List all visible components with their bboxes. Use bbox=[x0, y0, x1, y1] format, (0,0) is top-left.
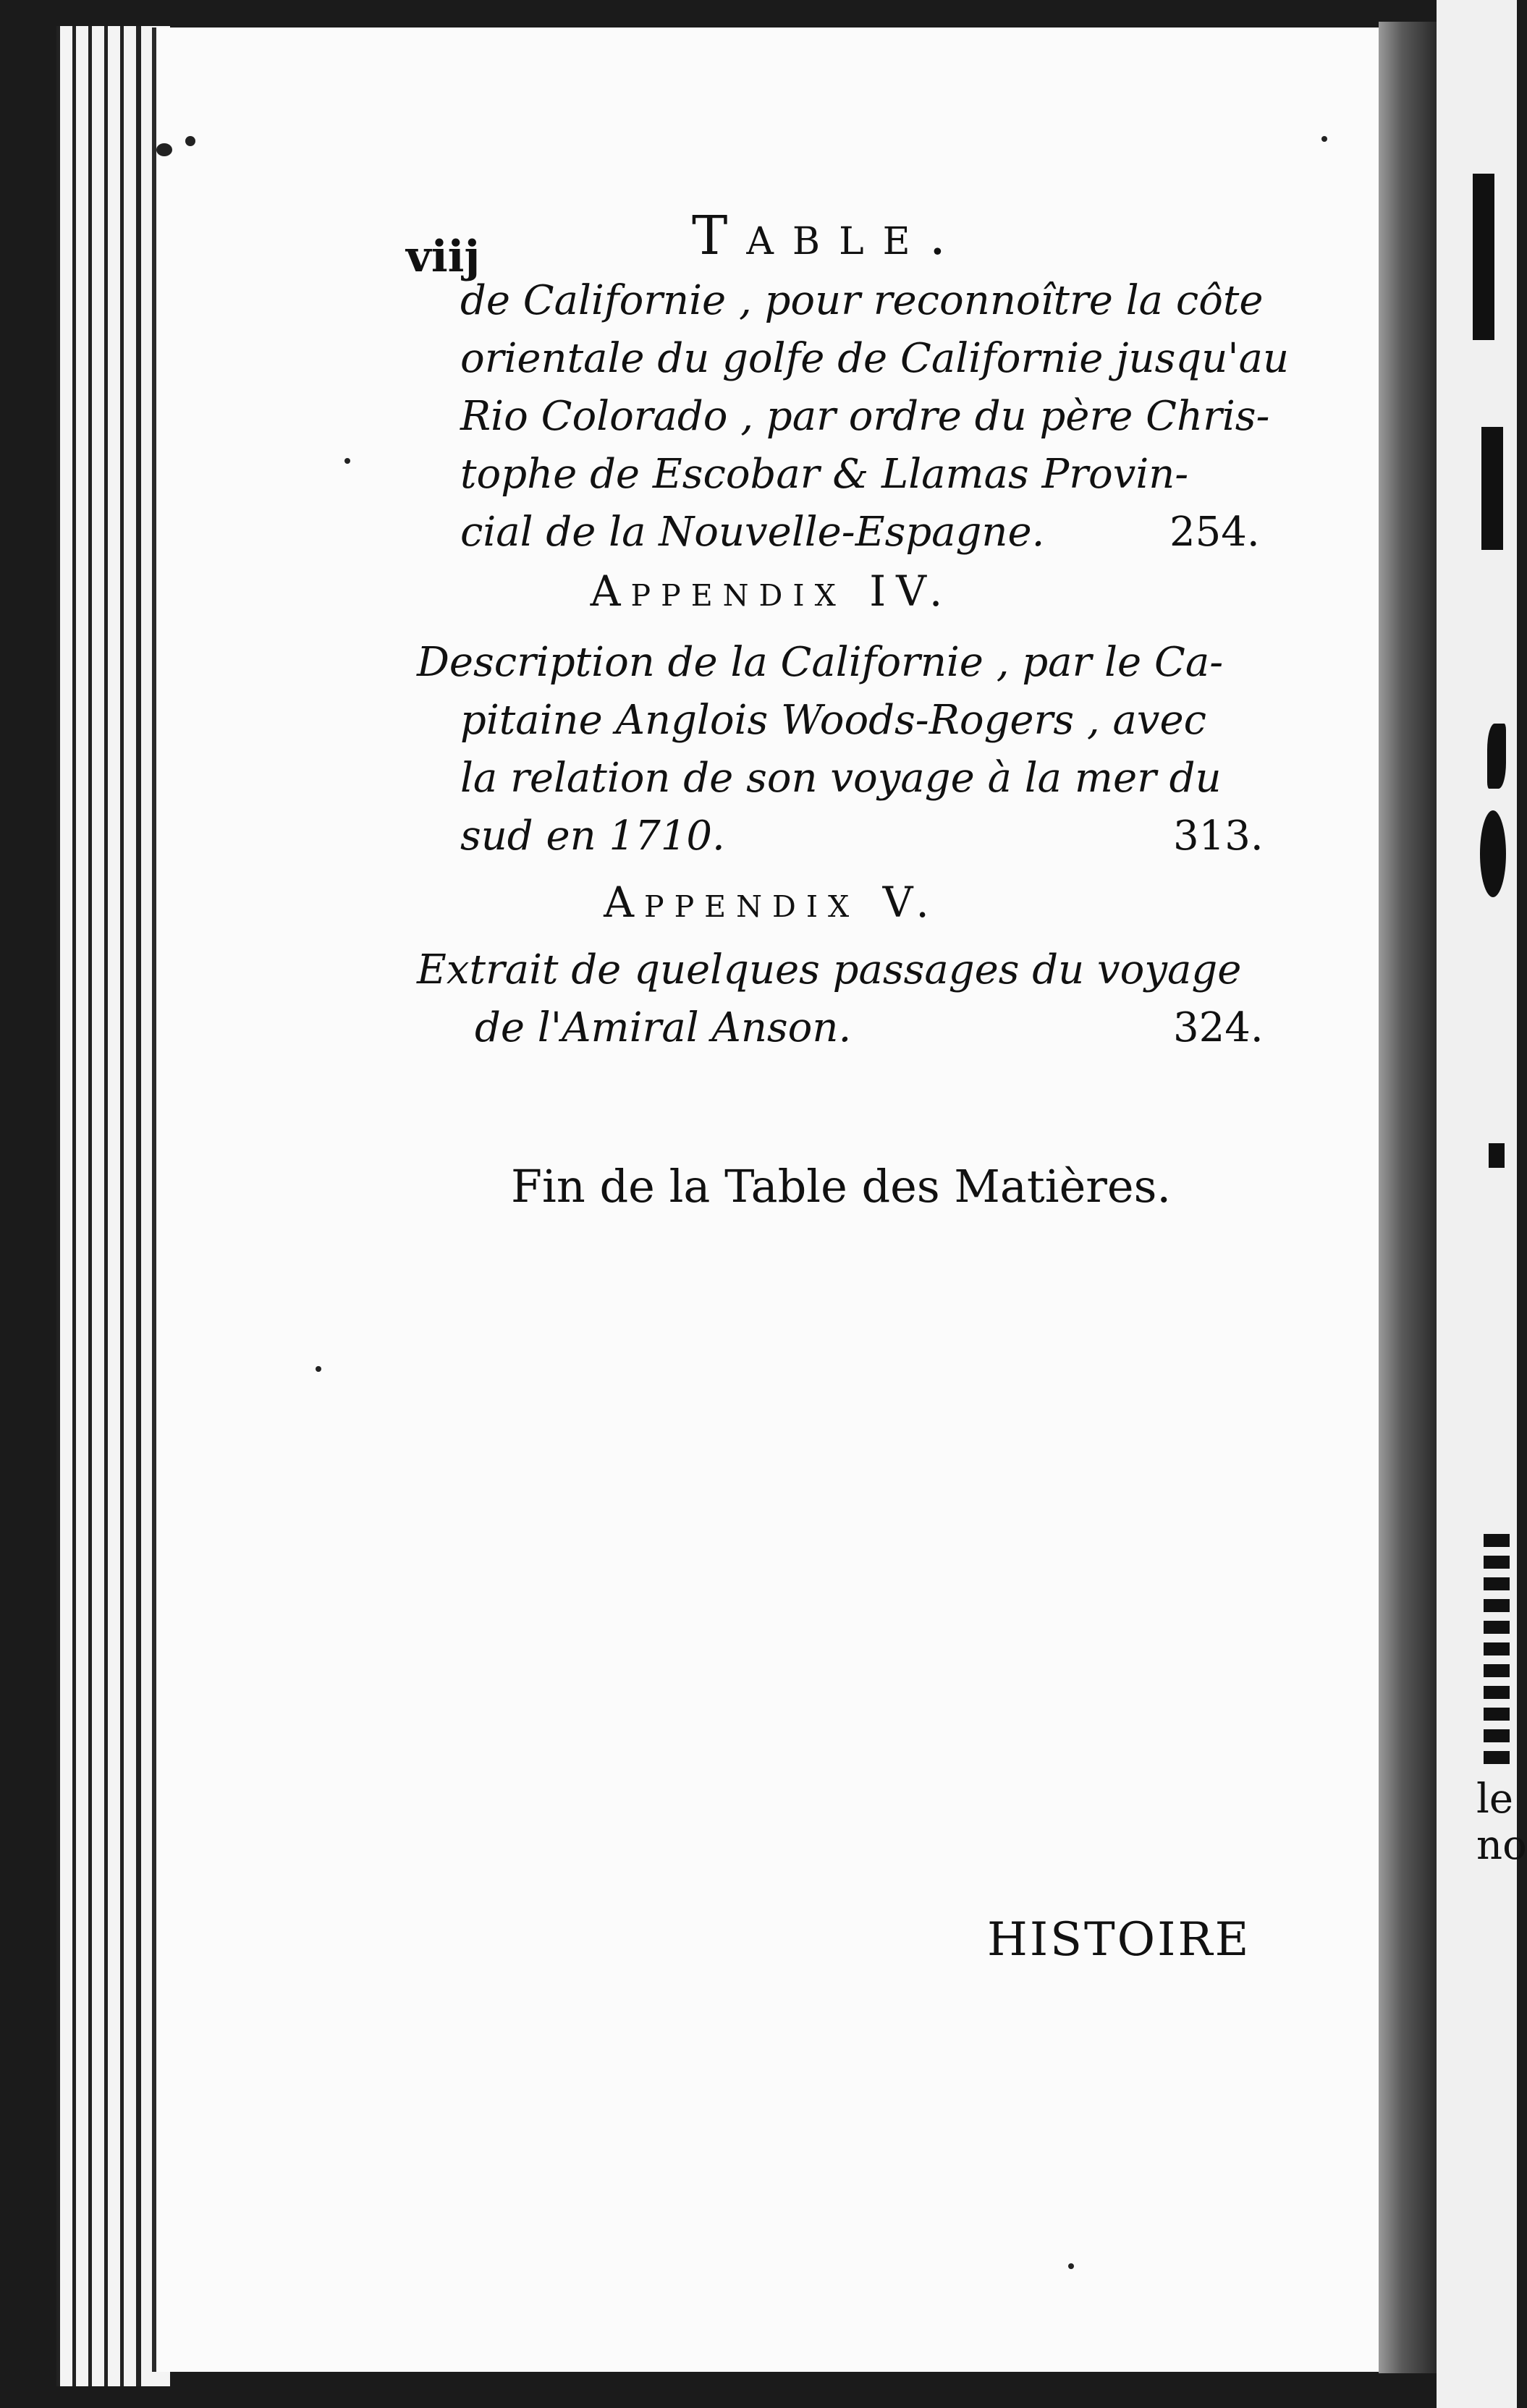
entry-line: tophe de Escobar & Llamas Provin- bbox=[460, 451, 1189, 498]
ink-fragment bbox=[1473, 174, 1494, 340]
folio-number: viij bbox=[406, 232, 481, 282]
entry-line: sud en 1710. bbox=[460, 813, 725, 860]
catchword: HISTOIRE bbox=[987, 1913, 1251, 1967]
entry-line: la relation de son voyage à la mer du bbox=[460, 755, 1222, 802]
section-heading: Appendix IV. bbox=[590, 567, 953, 616]
ink-speck bbox=[344, 458, 350, 464]
facing-page-text: le no bbox=[1476, 1776, 1527, 1869]
section-heading: Appendix V. bbox=[604, 878, 939, 927]
entry-line: Rio Colorado , par ordre du père Chris- bbox=[460, 393, 1270, 440]
facing-page-fragment bbox=[1437, 0, 1527, 2408]
entry-line: pitaine Anglois Woods-Rogers , avec bbox=[460, 697, 1206, 744]
ink-speck bbox=[1321, 136, 1327, 142]
ink-fragment bbox=[1487, 724, 1506, 789]
ink-fragment bbox=[1480, 810, 1506, 897]
page-reference: 254. bbox=[1169, 509, 1260, 556]
ink-fragment bbox=[1489, 1143, 1505, 1168]
entry-line: orientale du golfe de Californie jusqu'au bbox=[460, 335, 1290, 382]
ink-speck bbox=[316, 1366, 321, 1372]
running-title: Table. bbox=[692, 205, 965, 267]
binding-gutter bbox=[1379, 22, 1437, 2373]
page-reference: 313. bbox=[1173, 813, 1264, 860]
book-page bbox=[152, 27, 1387, 2372]
ink-blot bbox=[185, 136, 195, 146]
end-of-table-note: Fin de la Table des Matières. bbox=[511, 1160, 1172, 1213]
page-reference: 324. bbox=[1173, 1004, 1264, 1051]
entry-line: de Californie , pour reconnoître la côte bbox=[460, 277, 1264, 324]
entry-line: cial de la Nouvelle-Espagne. bbox=[460, 509, 1045, 556]
ink-speck bbox=[1068, 2263, 1074, 2269]
ornament-band bbox=[1484, 1534, 1510, 1765]
entry-line: de l'Amiral Anson. bbox=[475, 1004, 852, 1051]
entry-line: Description de la Californie , par le Ca- bbox=[417, 639, 1224, 686]
ink-fragment bbox=[1481, 427, 1503, 550]
entry-line: Extrait de quelques passages du voyage bbox=[417, 946, 1242, 993]
ink-blot bbox=[156, 143, 172, 156]
